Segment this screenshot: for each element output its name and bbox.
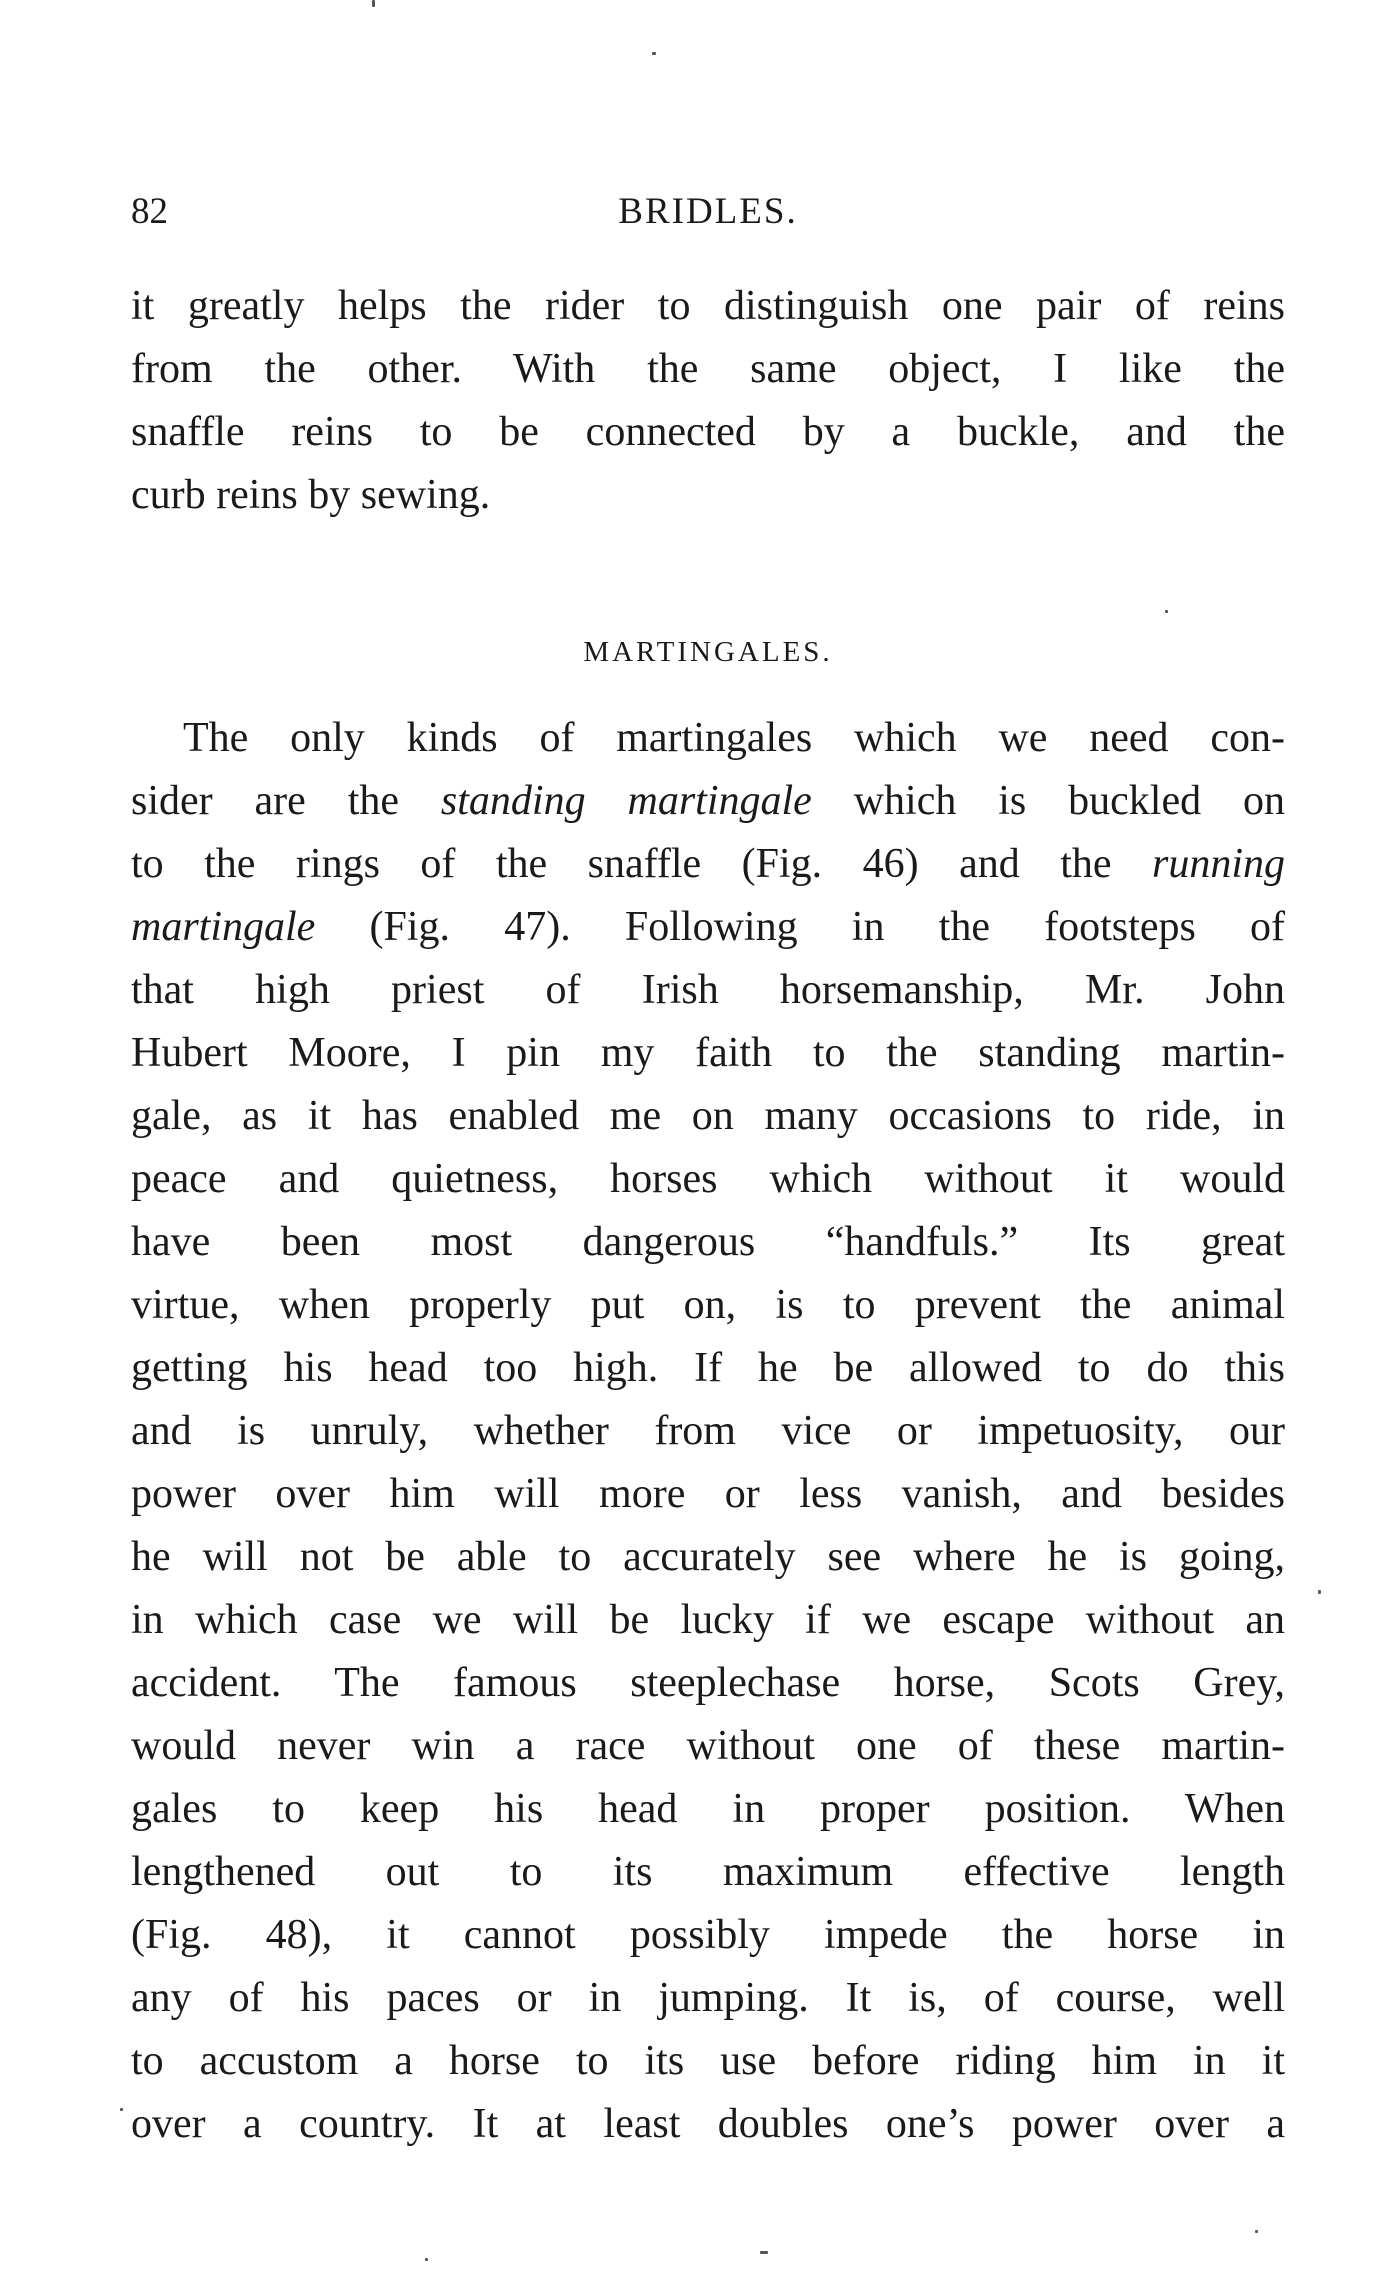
text-line: (Fig. 48), it cannot possibly impede the horse in bbox=[131, 1912, 1285, 1958]
text-line: The only kinds of martingales which we need con- bbox=[183, 715, 1285, 761]
paragraph-continuation bbox=[131, 275, 1285, 527]
scan-speck bbox=[760, 2251, 768, 2254]
text-line: any of his paces or in jumping. It is, of course, well bbox=[131, 1975, 1285, 2021]
scan-speck bbox=[372, 0, 375, 7]
text-line: virtue, when properly put on, is to prevent the animal bbox=[131, 1282, 1285, 1328]
text-line: gales to keep his head in proper position. When bbox=[131, 1786, 1285, 1832]
text-line: gale, as it has enabled me on many occasions to ride, in bbox=[131, 1093, 1285, 1139]
italic-term: martingale bbox=[131, 904, 316, 950]
text-line: have been most dangerous “handfuls.” Its great bbox=[131, 1219, 1285, 1265]
text-run: sider are the bbox=[131, 778, 441, 824]
text-line bbox=[131, 896, 1285, 959]
running-head bbox=[131, 186, 1285, 238]
scan-speck bbox=[652, 52, 656, 55]
scan-speck bbox=[425, 2258, 428, 2261]
scan-speck bbox=[1165, 610, 1168, 613]
italic-term: running bbox=[1151, 841, 1285, 887]
text-line: snaffle reins to be connected by a buckle, and the bbox=[131, 409, 1285, 455]
running-title: BRIDLES. bbox=[618, 191, 798, 232]
text-line: curb reins by sewing. bbox=[131, 472, 491, 518]
italic-term: standing martingale bbox=[440, 778, 812, 824]
scan-speck bbox=[1255, 2230, 1258, 2233]
text-line: would never win a race without one of these martin- bbox=[131, 1723, 1285, 1769]
scan-speck bbox=[120, 2108, 123, 2111]
text-line: it greatly helps the rider to distinguish one pair of reins bbox=[131, 283, 1285, 329]
text-line: to accustom a horse to its use before riding him in it bbox=[131, 2038, 1285, 2084]
text-line: getting his head too high. If he be allowed to do this bbox=[131, 1345, 1285, 1391]
text-line: he will not be able to accurately see where he is going, bbox=[131, 1534, 1285, 1580]
text-run: which is buckled on bbox=[811, 778, 1285, 824]
scan-speck bbox=[1318, 1590, 1321, 1594]
text-line: peace and quietness, horses which without it would bbox=[131, 1156, 1285, 1202]
text-line: power over him will more or less vanish, and besides bbox=[131, 1471, 1285, 1517]
text-line: and is unruly, whether from vice or impetuosity, our bbox=[131, 1408, 1285, 1454]
text-run: (Fig. 47). Following in the footsteps of bbox=[315, 904, 1285, 950]
text-line: over a country. It at least doubles one’s power over a bbox=[131, 2101, 1285, 2147]
paragraph-martingales bbox=[131, 707, 1285, 2156]
section-heading: MARTINGALES. bbox=[583, 636, 833, 668]
text-line: Hubert Moore, I pin my faith to the standing martin- bbox=[131, 1030, 1285, 1076]
text-line: accident. The famous steeplechase horse, Scots Grey, bbox=[131, 1660, 1285, 1706]
text-line: that high priest of Irish horsemanship, Mr. John bbox=[131, 967, 1285, 1013]
page-number: 82 bbox=[131, 191, 168, 232]
text-run: to the rings of the snaffle (Fig. 46) and the bbox=[131, 841, 1152, 887]
text-line bbox=[131, 770, 1285, 833]
text-line: from the other. With the same object, I like the bbox=[131, 346, 1285, 392]
text-line bbox=[131, 833, 1285, 896]
text-line: in which case we will be lucky if we escape without an bbox=[131, 1597, 1285, 1643]
text-line: lengthened out to its maximum effective length bbox=[131, 1849, 1285, 1895]
